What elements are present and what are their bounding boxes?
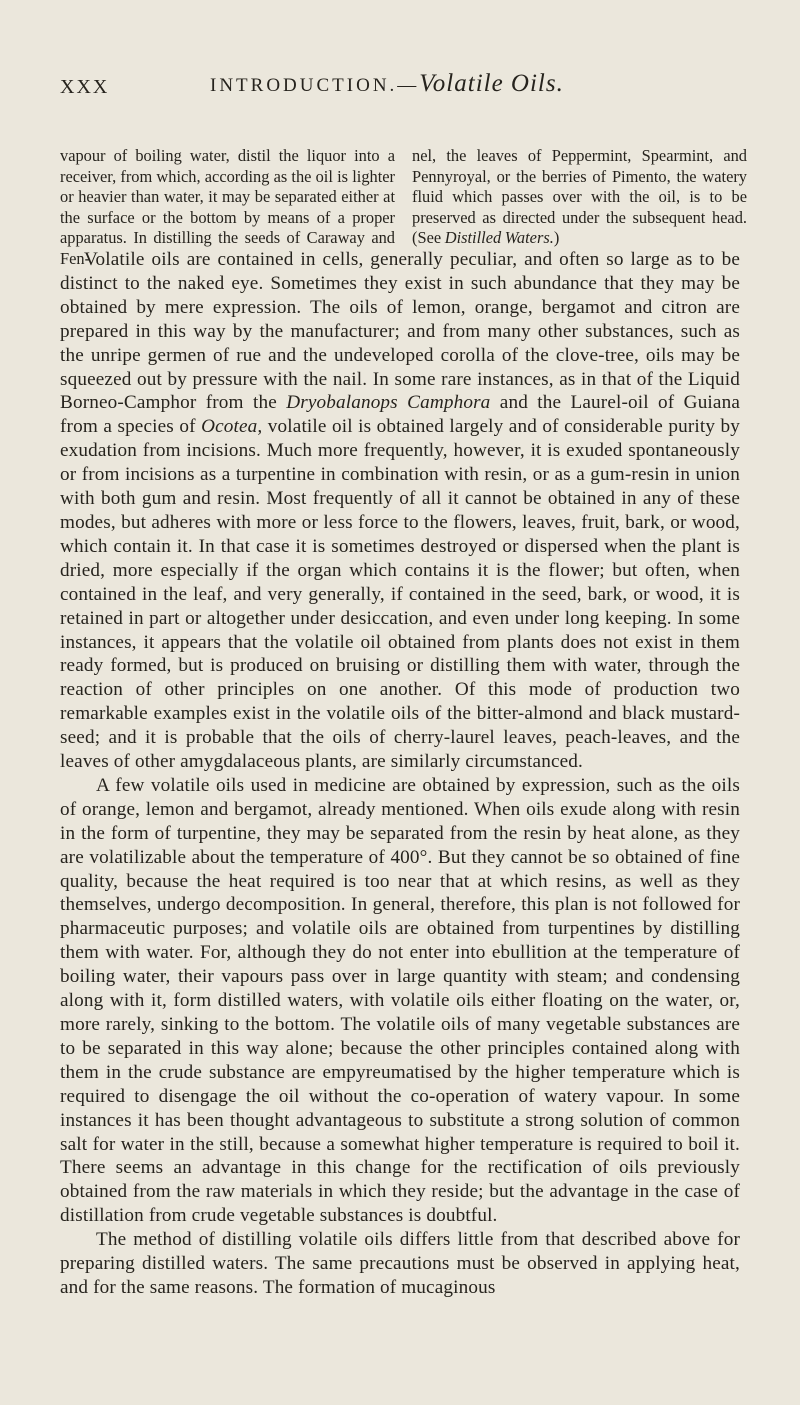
text-run: and the Laurel-oil of Guiana from a species of <box>60 392 740 438</box>
text-run: volatile oil is obtained largely and of considerable purity by exudation from incisions. Much more frequently, however, it is exuded spontaneously or from incisions as a turpentine in combination with resin, or as a gum-resin in union with both gum and resin. Most frequently of all it cannot be obtained in any of these modes, but adheres with more or less force to the flowers, leaves, fruit, bark, or wood, which contain it. In that case it is sometimes destroyed or dispersed when the plant is dried, more especially if the organ which contains it is the flower; but often, when contained in the leaf, and very generally, if contained in the seed, bark, or wood, it is retained in part or altogether under desiccation, and even under long keeping. In some instances, it appears that the volatile oil obtained from plants does not exist in them ready formed, but is produced on bruising or distilling them with water, through the reaction of other principles on one another. Of this mode of production two remarkable examples exist in the volatile oils of the bitter-almond and black mustard-seed; and it is probable that the oils of cherry-laurel leaves, peach-leaves, and the leaves of other amygdalaceous plants, are similarly circumstanced. <box>60 416 741 773</box>
running-head <box>210 70 564 98</box>
paragraph-volatile-oils-cells <box>60 248 740 774</box>
page-number: XXX <box>60 76 110 98</box>
text-run: The method of distilling volatile oils differs little from that described above for preparing distilled waters. The same precautions must be observed in applying heat, and for the same reasons. The formation of mucaginous <box>60 1229 740 1298</box>
italic-text-run: Distilled Waters. <box>444 228 554 248</box>
running-head-title: Volatile Oils. <box>419 70 564 97</box>
text-run: A few volatile oils used in medicine are obtained by expression, such as the oils of orange, lemon and bergamot, already mentioned. When oils exude along with resin in the form of turpentine, they may be separated from the resin by heat alone, as they are volatilizable about the temperature of 400°. But they cannot be so obtained of fine quality, because the heat required is too near that at which resins, as well as they themselves, undergo decomposition. In general, therefore, this plan is not followed for pharmaceutic purposes; and volatile oils are obtained from turpentines by distilling them with water. For, although they do not enter into ebullition at the temperature of boiling water, their vapours pass over in large quantity with steam; and condensing along with it, form distilled waters, with volatile oils either floating on the water, or, more rarely, sinking to the bottom. The volatile oils of many vegetable substances are to be separated in this way alone; because the other principles contained along with them in the crude substance are empyreumatised by the higher temperature which is required to disengage the oil without the co-operation of watery vapour. In some instances it has been thought advantageous to substitute a strong solution of common salt for water in the still, because a somewhat higher temperature is required to boil it. There seems an advantage in this change for the rectification of oils previously obtained from the raw materials in which they reside; but the advantage in the case of distillation from crude vegetable substances is doubtful. <box>60 774 740 1227</box>
page-header <box>60 70 760 110</box>
text-run: vapour of boiling water, distil the liquor into a receiver, from which, according as the oil is lighter or heavier than water, it may be separated either at the surface or the bottom by means of a proper apparatus. In distilling the seeds of Caraway and Fen- <box>60 146 395 268</box>
paragraph-distilling-method <box>60 1228 740 1300</box>
text-run: ) <box>553 228 560 248</box>
text-run: Volatile oils are contained in cells, generally peculiar, and often so large as to be distinct to the naked eye. Sometimes they exist in such abundance that they may be obtained by mere expression. The oils of lemon, orange, bergamot and citron are prepared in this way by the manufacturer; and from many other substances, such as the unripe germen of rue and the undeveloped corolla of the clove-tree, oils may be squeezed out by pressure with the nail. In some rare instances, as in that of the Liquid Borneo-Camphor from the <box>60 249 740 414</box>
right-column <box>412 146 747 249</box>
main-text <box>60 248 740 1300</box>
italic-text-run: Ocotea, <box>201 416 263 438</box>
running-head-prefix: INTRODUCTION.— <box>210 75 420 96</box>
text-run: nel, the leaves of Peppermint, Spearmint, and Pennyroyal, or the berries of Pimento, the watery fluid which passes over with the oil, is to be preserved as directed under the subsequent head. (See <box>412 146 747 248</box>
paragraph-expression <box>60 774 740 1228</box>
right-column-text <box>412 146 747 249</box>
italic-text-run: Dryobalanops Camphora <box>286 392 491 414</box>
